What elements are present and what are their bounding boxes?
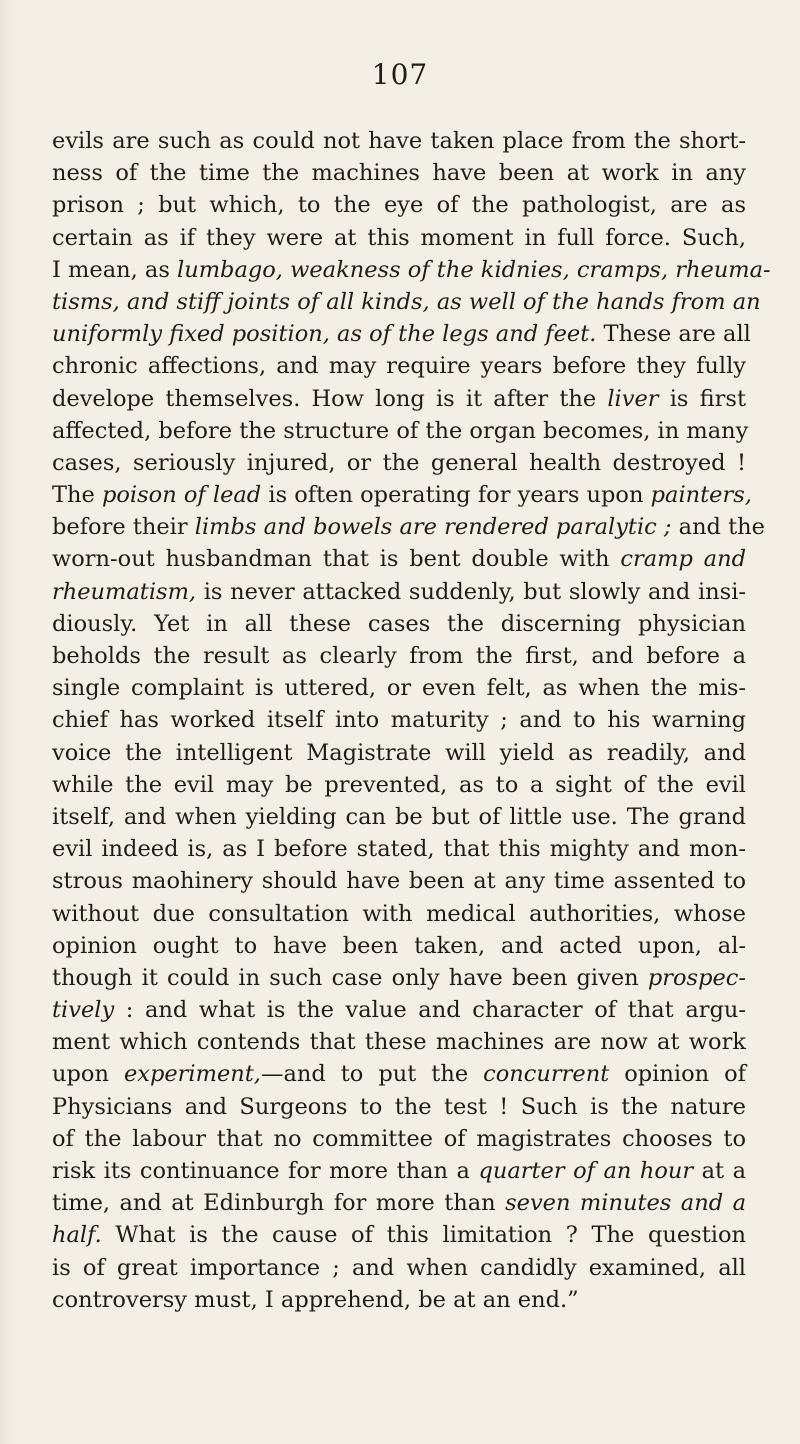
text-line: [52, 576, 746, 608]
italic-text: half.: [52, 1222, 102, 1249]
text-run: without due consultation with medical authorities, whose: [52, 900, 746, 927]
text-run: time, and at Edinburgh for more than: [52, 1190, 506, 1217]
text-run: These are all: [596, 321, 751, 348]
text-run: develope themselves. How long is it after the: [52, 385, 608, 412]
text-run: single complaint is uttered, or even felt, as when the mis-: [52, 675, 746, 702]
text-run: risk its continuance for more than a: [52, 1158, 479, 1184]
text-line: [52, 994, 746, 1026]
text-run: is first: [658, 385, 746, 412]
text-run: strous maohinery should have been at any time assented to: [52, 868, 746, 895]
text-line: [52, 640, 746, 672]
text-run: —and to put the: [260, 1061, 484, 1088]
italic-text: poison of lead: [101, 482, 262, 509]
text-run: evil indeed is, as I before stated, that this mighty and mon-: [52, 836, 746, 863]
text-run: affected, before the structure of the organ becomes, in many: [52, 417, 749, 444]
text-run: and the: [671, 514, 765, 541]
italic-text: painters,: [650, 482, 752, 509]
italic-text: seven minutes and a: [505, 1190, 746, 1217]
text-line: [52, 447, 746, 479]
text-line: [52, 1219, 746, 1251]
text-line: [52, 1091, 746, 1123]
text-line: [52, 672, 746, 704]
text-line: [52, 189, 746, 221]
text-run: ness of the time the machines have been at work in any: [52, 160, 746, 187]
text-run: The: [52, 482, 102, 509]
text-line: [52, 350, 746, 382]
text-line: [52, 318, 751, 350]
text-run: I mean, as: [52, 256, 178, 283]
text-run: certain as if they were at this moment in full force. Such,: [52, 224, 746, 251]
italic-text: lumbago, weakness of the kidnies, cramps, rheuma-: [177, 256, 771, 283]
italic-text: liver: [607, 385, 659, 412]
text-run: ment which contends that these machines are now at work: [52, 1029, 746, 1056]
text-run: beholds the result as clearly from the first, and before a: [52, 643, 746, 669]
text-line: [52, 865, 746, 897]
italic-text: experiment,: [123, 1061, 261, 1088]
text-line: [52, 157, 746, 189]
text-line: [52, 125, 746, 157]
text-line: [52, 222, 746, 254]
text-line: [52, 479, 752, 511]
text-run: is never attacked suddenly, but slowly and insi-: [196, 578, 746, 605]
body-text: [52, 125, 771, 1316]
text-line: [52, 608, 746, 640]
text-run: while the evil may be prevented, as to a sight of the evil: [52, 771, 746, 798]
text-line: [52, 704, 746, 736]
text-run: itself, and when yielding can be but of little use. The grand: [52, 803, 746, 830]
text-line: [52, 962, 746, 994]
italic-text: tisms, and stiff joints of all kinds, as well of the hands from an: [52, 288, 761, 315]
text-line: [52, 769, 746, 801]
text-line: [52, 1026, 746, 1058]
text-line: [52, 286, 761, 318]
text-run: is often operating for years upon: [261, 482, 651, 509]
text-line: [52, 1284, 746, 1316]
text-run: opinion ought to have been taken, and acted upon, al-: [52, 932, 746, 959]
text-run: worn-out husbandman that is bent double with: [52, 546, 621, 573]
text-run: chief has worked itself into maturity ; and to his warning: [52, 707, 746, 734]
text-run: upon: [52, 1061, 124, 1088]
text-run: prison ; but which, to the eye of the pathologist, are as: [52, 192, 746, 219]
text-run: evils are such as could not have taken place from the short-: [52, 128, 746, 154]
text-line: [52, 1155, 746, 1187]
italic-text: quarter of an hour: [478, 1158, 694, 1184]
text-run: : and what is the value and character of that argu-: [114, 997, 746, 1024]
italic-text: rheumatism,: [52, 578, 197, 605]
text-line: [52, 543, 746, 575]
italic-text: tively: [52, 997, 115, 1024]
italic-text: concurrent: [483, 1061, 610, 1088]
page-number: 107: [371, 58, 429, 91]
text-line: [52, 1123, 746, 1155]
italic-text: uniformly fixed position, as of the legs and feet.: [52, 321, 597, 348]
text-line: [52, 898, 746, 930]
text-line: [52, 415, 749, 447]
text-line: [52, 930, 746, 962]
italic-text: limbs and bowels are rendered paralytic ;: [194, 514, 672, 541]
text-run: chronic affections, and may require years before they fully: [52, 353, 746, 380]
text-line: [52, 511, 765, 543]
text-line: [52, 737, 746, 769]
italic-text: prospec-: [647, 964, 746, 991]
text-line: [52, 254, 771, 286]
text-run: diously. Yet in all these cases the discerning physician: [52, 610, 746, 637]
text-run: Physicians and Surgeons to the test ! Such is the nature: [52, 1093, 746, 1120]
text-run: What is the cause of this limitation ? The question: [101, 1222, 746, 1249]
text-line: [52, 1058, 746, 1090]
text-line: [52, 383, 746, 415]
text-run: opinion of: [609, 1061, 746, 1088]
text-run: at a: [693, 1158, 746, 1184]
text-line: [52, 833, 746, 865]
text-run: though it could in such case only have been given: [52, 964, 648, 991]
text-line: [52, 1252, 746, 1284]
text-run: of the labour that no committee of magistrates chooses to: [52, 1125, 746, 1152]
text-line: [52, 1187, 746, 1219]
text-run: cases, seriously injured, or the general health destroyed !: [52, 449, 746, 476]
text-run: before their: [52, 514, 195, 541]
text-run: controversy must, I apprehend, be at an end.”: [52, 1286, 579, 1313]
italic-text: cramp and: [620, 546, 746, 573]
text-run: is of great importance ; and when candidly examined, all: [52, 1254, 746, 1281]
text-line: [52, 801, 746, 833]
text-run: voice the intelligent Magistrate will yield as readily, and: [52, 739, 746, 766]
